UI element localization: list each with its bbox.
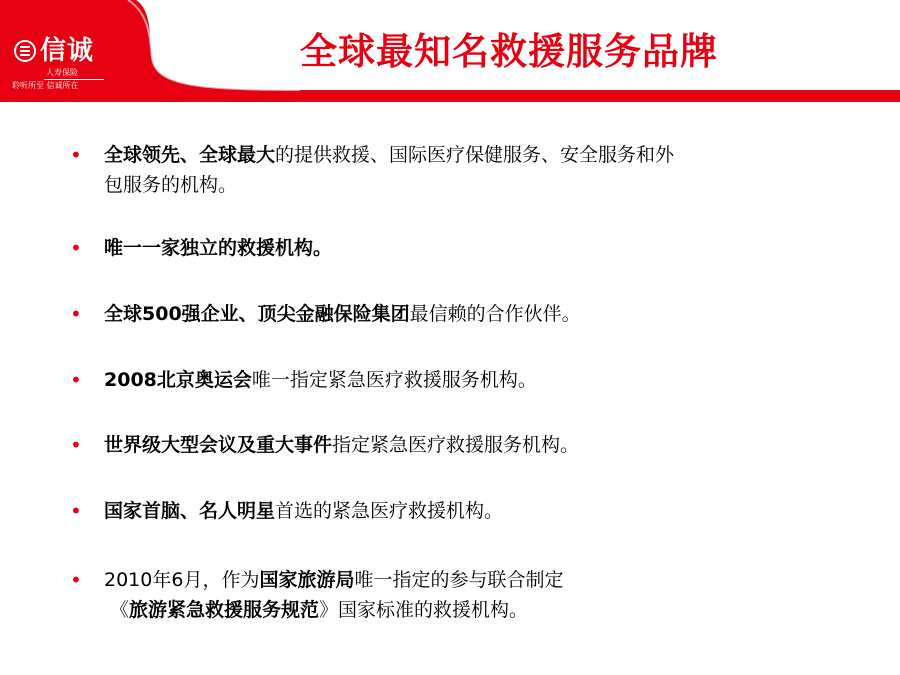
bullet-icon: • xyxy=(70,302,82,326)
bullet-plain-text: 唯一指定的参与联合制定 xyxy=(354,569,564,591)
bullet-continuation-text: 包服务的机构。 xyxy=(104,174,238,196)
bullet-icon: • xyxy=(70,499,82,523)
bullet-plain-text: 的提供救援、国际医疗保健服务、安全服务和外 xyxy=(275,144,675,166)
bullet-text xyxy=(104,430,860,460)
bullet-bold-text: 国家旅游局 xyxy=(259,569,355,591)
logo-slogan: 聆听所至 信诚所在 xyxy=(12,81,79,90)
bullet-plain-text: 指定紧急医疗救援服务机构。 xyxy=(332,434,580,456)
bullet-bold-text: 2008北京奥运会 xyxy=(104,369,252,391)
bullet-text xyxy=(104,140,860,200)
bullet-plain-text: 首选的紧急医疗救援机构。 xyxy=(275,500,504,522)
bullet-text xyxy=(104,299,860,329)
bullet-icon: • xyxy=(70,568,82,592)
bullet-plain-text: 最信赖的合作伙伴。 xyxy=(409,303,581,325)
bullet-list xyxy=(70,0,870,675)
bullet-icon: • xyxy=(70,236,82,260)
bullet-text xyxy=(104,365,860,395)
logo-emblem-icon xyxy=(14,40,36,62)
bullet-icon: • xyxy=(70,143,82,167)
bullet-text xyxy=(104,496,860,526)
bullet-lead-text: 2010年6月，作为 xyxy=(104,569,260,591)
logo-subtitle: 人寿保险 xyxy=(46,68,78,77)
book-title-open-mark: 《 xyxy=(110,599,130,621)
bullet-bold-text: 世界级大型会议及重大事件 xyxy=(104,434,333,456)
standard-title: 旅游紧急救援服务规范 xyxy=(129,599,320,621)
bullet-bold-text: 唯一一家独立的救援机构。 xyxy=(104,237,333,259)
bullet-icon: • xyxy=(70,433,82,457)
bullet-continuation-text: 国家标准的救援机构。 xyxy=(338,599,529,621)
list-item xyxy=(70,565,860,627)
bullet-plain-text: 唯一指定紧急医疗救援服务机构。 xyxy=(251,369,537,391)
bullet-bold-text: 国家首脑、名人明星 xyxy=(104,500,276,522)
bullet-text xyxy=(104,565,860,625)
bullet-continuation-line xyxy=(104,595,860,625)
book-title-close-mark: 》 xyxy=(319,599,339,621)
page-title: 全球最知名救援服务品牌 xyxy=(300,30,718,73)
bullet-icon: • xyxy=(70,368,82,392)
logo-name: 信诚 xyxy=(40,36,95,66)
bullet-bold-text: 全球领先、全球最大 xyxy=(104,144,276,166)
bullet-bold-text: 全球500强企业、顶尖金融保险集团 xyxy=(104,303,410,325)
list-item xyxy=(70,140,860,202)
bullet-text xyxy=(104,233,860,263)
